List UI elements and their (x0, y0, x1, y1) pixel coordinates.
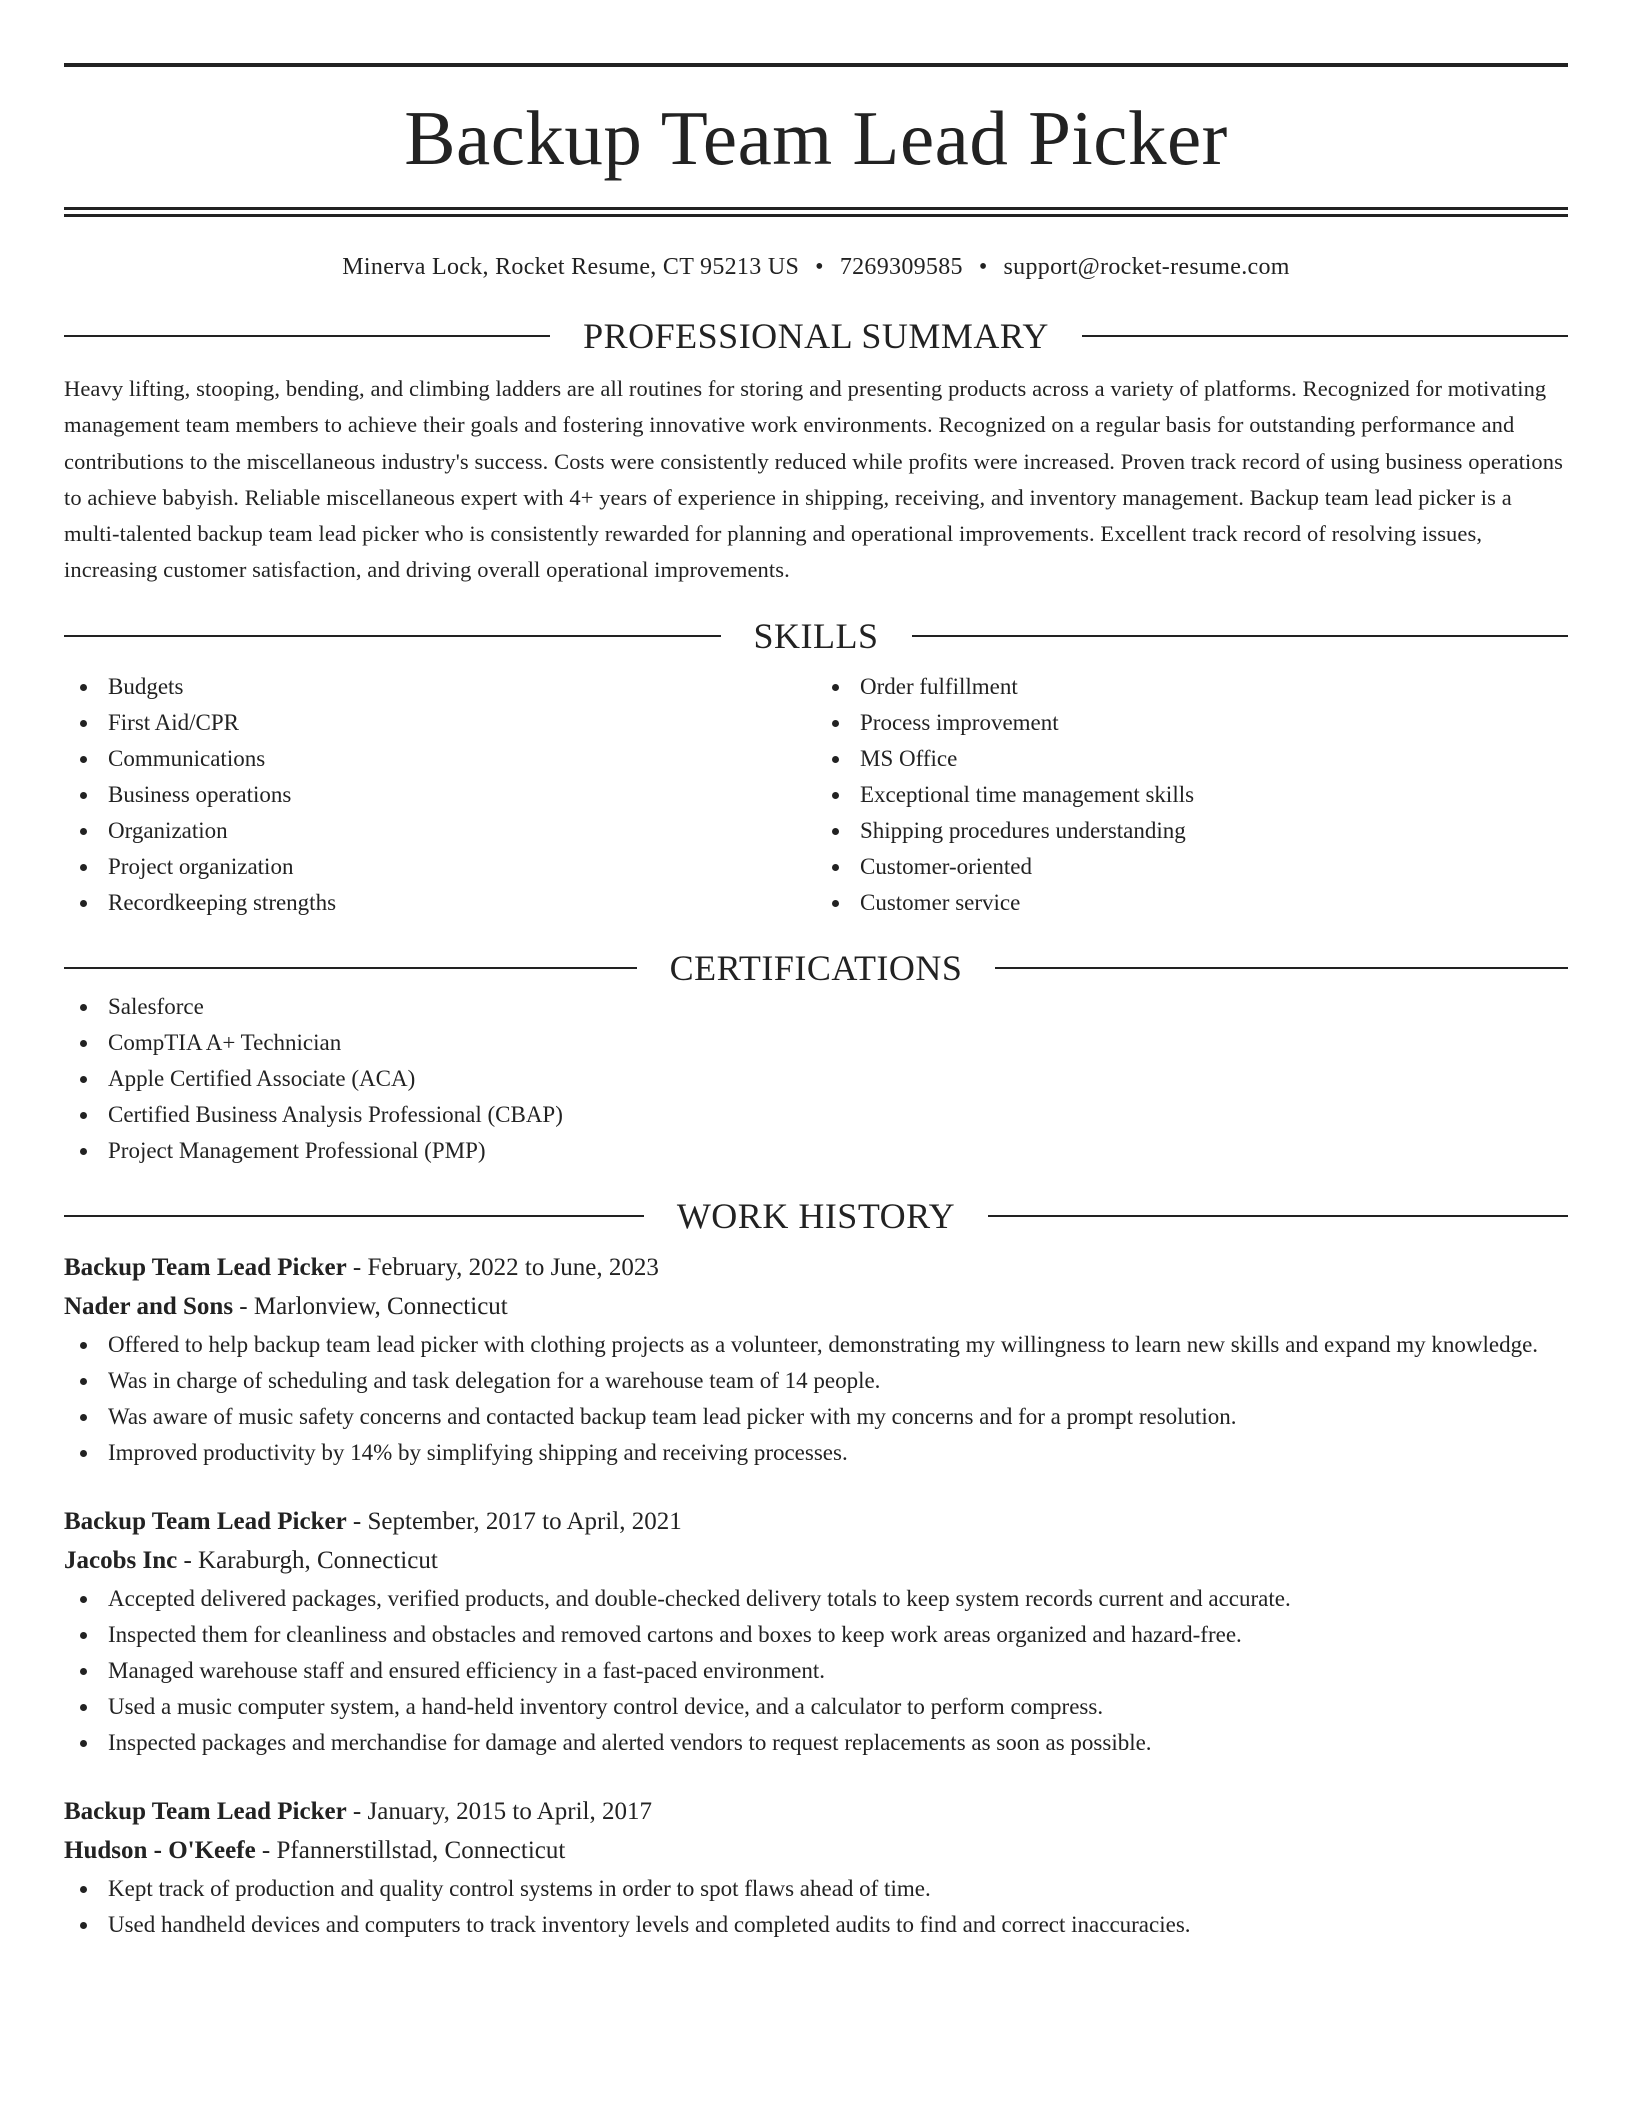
resume-name: Backup Team Lead Picker (404, 95, 1228, 181)
section-rule (64, 967, 637, 969)
skill-item: Exceptional time management skills (816, 777, 1568, 813)
job-dates: - February, 2022 to June, 2023 (346, 1253, 659, 1281)
contact-phone: 7269309585 (839, 254, 963, 280)
job-company-line (64, 1831, 1568, 1871)
section-rule (1082, 335, 1568, 337)
skill-item: First Aid/CPR (64, 705, 816, 741)
job-location: - Pfannerstillstad, Connecticut (255, 1836, 566, 1864)
section-title: PROFESSIONAL SUMMARY (583, 316, 1049, 356)
contact-email[interactable]: support@rocket-resume.com (1003, 254, 1290, 280)
section-rule (988, 1215, 1568, 1217)
job-entry (64, 1249, 1568, 1471)
skill-item: Order fulfillment (816, 669, 1568, 705)
certification-item: Project Management Professional (PMP) (64, 1133, 1568, 1169)
skill-item: Customer-oriented (816, 849, 1568, 885)
job-bullet: Used handheld devices and computers to track inventory levels and completed audits to find and correct inaccuracies. (64, 1907, 1568, 1943)
job-bullet: Improved productivity by 14% by simplifying shipping and receiving processes. (64, 1435, 1568, 1471)
skill-item: Business operations (64, 777, 816, 813)
job-bullet: Used a music computer system, a hand-held inventory control device, and a calculator to perform compress. (64, 1689, 1568, 1725)
contact-address: Minerva Lock, Rocket Resume, CT 95213 US (342, 254, 800, 280)
section-header-skills (64, 615, 1568, 657)
section-title: SKILLS (753, 615, 879, 656)
section-title: CERTIFICATIONS (669, 947, 963, 988)
job-title-line (64, 1793, 1568, 1831)
skill-item: Project organization (64, 849, 816, 885)
job-bullet: Offered to help backup team lead picker with clothing projects as a volunteer, demonstrating my willingness to learn new skills and expand my knowledge. (64, 1327, 1568, 1363)
section-header-work-history (64, 1195, 1568, 1237)
header-double-divider (64, 207, 1568, 217)
job-dates: - September, 2017 to April, 2021 (346, 1507, 682, 1535)
job-title: Backup Team Lead Picker (64, 1797, 347, 1825)
top-divider (64, 63, 1568, 67)
section-title: WORK HISTORY (676, 1195, 956, 1236)
skills-list-left (64, 669, 816, 921)
job-bullet: Inspected packages and merchandise for damage and alerted vendors to request replacements as soon as possible. (64, 1725, 1568, 1761)
skill-item: Customer service (816, 885, 1568, 921)
job-entry (64, 1793, 1568, 1943)
section-rule (64, 1215, 644, 1217)
skill-item: MS Office (816, 741, 1568, 777)
skill-item: Budgets (64, 669, 816, 705)
skills-grid (64, 669, 1568, 921)
job-title: Backup Team Lead Picker (64, 1253, 347, 1281)
job-bullet-list (64, 1581, 1568, 1761)
skill-item: Communications (64, 741, 816, 777)
contact-line (64, 254, 1568, 281)
job-company-line (64, 1287, 1568, 1327)
job-company-line (64, 1541, 1568, 1581)
section-rule (64, 335, 550, 337)
certification-item: Certified Business Analysis Professional (CBAP) (64, 1097, 1568, 1133)
contact-separator: • (815, 254, 824, 280)
job-bullet: Managed warehouse staff and ensured efficiency in a fast-paced environment. (64, 1653, 1568, 1689)
certification-item: Salesforce (64, 989, 1568, 1025)
section-rule (995, 967, 1568, 969)
job-bullet: Accepted delivered packages, verified products, and double-checked delivery totals to keep system records current and accurate. (64, 1581, 1568, 1617)
job-bullet: Inspected them for cleanliness and obstacles and removed cartons and boxes to keep work areas organized and hazard-free. (64, 1617, 1568, 1653)
job-title-line (64, 1249, 1568, 1287)
job-title-line (64, 1503, 1568, 1541)
job-location: - Marlonview, Connecticut (233, 1292, 508, 1320)
section-header-summary (64, 315, 1568, 357)
job-company: Nader and Sons (64, 1292, 234, 1320)
section-rule (912, 635, 1569, 637)
skill-item: Organization (64, 813, 816, 849)
certification-item: CompTIA A+ Technician (64, 1025, 1568, 1061)
job-bullet-list (64, 1327, 1568, 1471)
skill-item: Process improvement (816, 705, 1568, 741)
skill-item: Recordkeeping strengths (64, 885, 816, 921)
job-company: Hudson - O'Keefe (64, 1836, 256, 1864)
summary-text: Heavy lifting, stooping, bending, and climbing ladders are all routines for storing and presenting products across a variety of platforms. Recognized for motivating management team members to achieve their goals and fostering innovative work environments. Recognized on a regular basis for outstanding performance and contributions to the miscellaneous industry's success. Costs were consistently reduced while profits were increased. Proven track record of using business operations to achieve babyish. Reliable miscellaneous expert with 4+ years of experience in shipping, receiving, and inventory management. Backup team lead picker is a multi-talented backup team lead picker who is consistently rewarded for planning and operational improvements. Excellent track record of resolving issues, increasing customer satisfaction, and driving overall operational improvements. (64, 376, 1563, 583)
job-bullet: Kept track of production and quality control systems in order to spot flaws ahead of time. (64, 1871, 1568, 1907)
skills-list-right (816, 669, 1568, 921)
job-company: Jacobs Inc (64, 1546, 178, 1574)
job-entry (64, 1503, 1568, 1761)
certification-item: Apple Certified Associate (ACA) (64, 1061, 1568, 1097)
job-title: Backup Team Lead Picker (64, 1507, 347, 1535)
section-header-certifications (64, 947, 1568, 989)
job-bullet: Was aware of music safety concerns and contacted backup team lead picker with my concerns and for a prompt resolution. (64, 1399, 1568, 1435)
job-bullet-list (64, 1871, 1568, 1943)
job-dates: - January, 2015 to April, 2017 (346, 1797, 652, 1825)
section-rule (64, 635, 721, 637)
contact-separator: • (978, 254, 988, 280)
job-location: - Karaburgh, Connecticut (177, 1546, 438, 1574)
certifications-list (64, 989, 1568, 1169)
job-bullet: Was in charge of scheduling and task delegation for a warehouse team of 14 people. (64, 1363, 1568, 1399)
skill-item: Shipping procedures understanding (816, 813, 1568, 849)
